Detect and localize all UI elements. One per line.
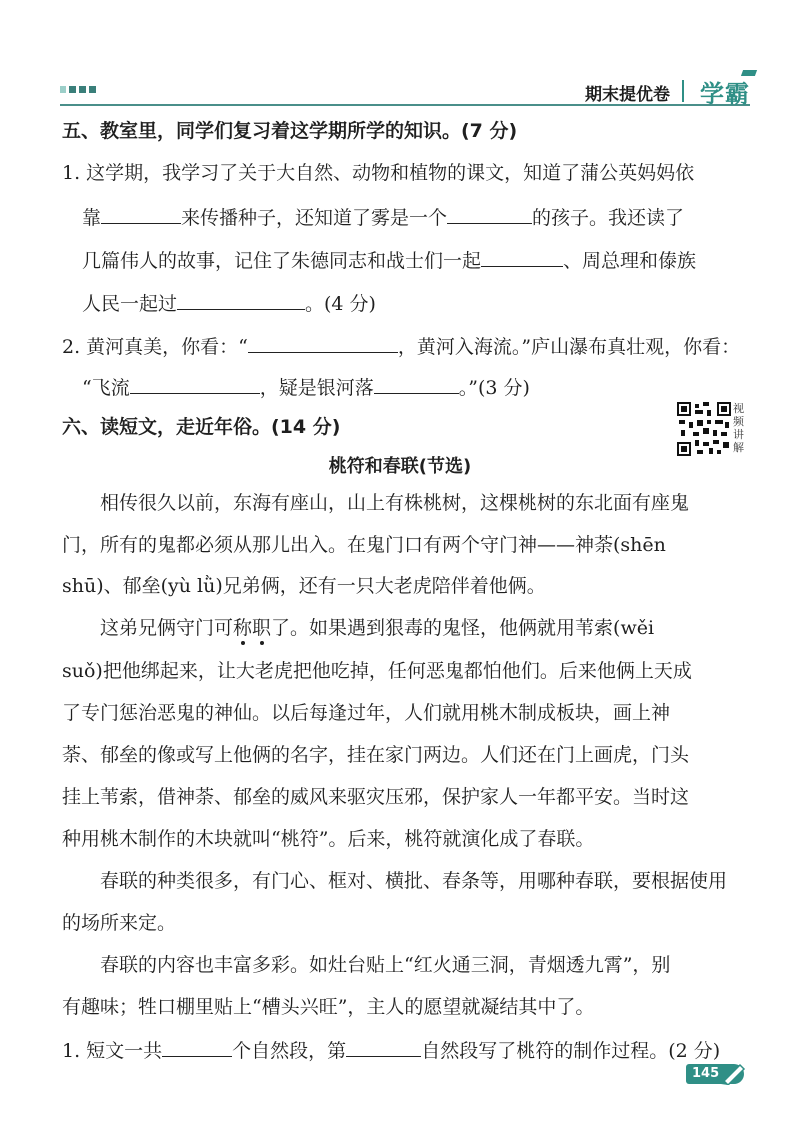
page-number: 145 (686, 1064, 744, 1084)
emphasis-char: 职 (252, 617, 272, 639)
answer-blank[interactable] (481, 246, 563, 267)
paragraph-line: 这弟兄俩守门可称职了。如果遇到狠毒的鬼怪，他俩就用苇索(wěi (100, 617, 655, 639)
graduation-cap-icon (741, 70, 757, 76)
passage-title: 桃符和春联(节选) (328, 456, 472, 477)
answer-blank[interactable] (162, 1036, 232, 1057)
paragraph-line: 种用桃木制作的木块就叫“桃符”。后来，桃符就演化成了春联。 (62, 828, 595, 850)
page-header (60, 76, 750, 106)
answer-blank[interactable] (177, 289, 305, 310)
qr-label: 视频讲解 (733, 402, 744, 454)
answer-blank[interactable] (374, 373, 459, 394)
section5-heading: 五、教室里，同学们复习着这学期所学的知识。(7 分) (62, 120, 518, 142)
header-decoration (60, 86, 96, 93)
q2-line1: 2. 黄河真美，你看：“ ，黄河入海流。”庐山瀑布真壮观，你看： (62, 332, 752, 361)
answer-blank[interactable] (346, 1036, 421, 1057)
brand-logo: 学霸 (700, 80, 750, 108)
paragraph-line: 有趣味；牲口棚里贴上“槽头兴旺”，主人的愿望就凝结其中了。 (62, 996, 595, 1018)
paragraph-line: 挂上苇索，借神荼、郁垒的威风来驱灾压邪，保护家人一年都平安。当时这 (62, 786, 690, 808)
q1-line4: 人民一起过 。(4 分) (82, 289, 772, 318)
q1-line3: 几篇伟人的故事，记住了朱德同志和战士们一起 、周总理和傣族 (82, 246, 772, 275)
section6-heading: 六、读短文，走近年俗。(14 分) (62, 416, 341, 438)
q2-line2: “飞流 ，疑是银河落 。”(3 分) (82, 373, 772, 402)
answer-blank[interactable] (101, 203, 181, 224)
paragraph-line: shū)、郁垒(yù lǜ)兄弟俩，还有一只大老虎陪伴着他俩。 (62, 575, 546, 597)
answer-blank[interactable] (248, 332, 398, 353)
pencil-icon (718, 1061, 746, 1085)
paragraph-line: 春联的内容也丰富多彩。如灶台贴上“红火通三洞，青烟透九霄”，别 (100, 954, 671, 976)
question-6-1: 1. 短文一共 个自然段，第 自然段写了桃符的制作过程。(2 分) (62, 1036, 752, 1065)
paragraph-line: 相传很久以前，东海有座山，山上有株桃树，这棵桃树的东北面有座鬼 (100, 492, 690, 514)
paragraph-line: 门，所有的鬼都必须从那儿出入。在鬼门口有两个守门神——神荼(shēn (62, 534, 666, 556)
header-title: 期末提优卷 (585, 85, 670, 105)
q1-line1: 1. 这学期，我学习了关于大自然、动物和植物的课文，知道了蒲公英妈妈依 (62, 162, 695, 184)
paragraph-line: 的场所来定。 (62, 912, 177, 934)
paragraph-line: suǒ)把他绑起来，让大老虎把他吃掉，任何恶鬼都怕他们。后来他俩上天成 (62, 660, 692, 682)
qr-code-icon[interactable] (677, 402, 731, 456)
paragraph-line: 春联的种类很多，有门心、框对、横批、春条等，用哪种春联，要根据使用 (100, 870, 728, 892)
paragraph-line: 了专门惩治恶鬼的神仙。以后每逢过年，人们就用桃木制成板块，画上神 (62, 702, 671, 724)
emphasis-char: 称 (233, 617, 253, 639)
answer-blank[interactable] (130, 373, 260, 394)
answer-blank[interactable] (447, 203, 532, 224)
q1-line2: 靠 来传播种子，还知道了雾是一个 的孩子。我还读了 (82, 203, 772, 232)
paragraph-line: 荼、郁垒的像或写上他俩的名字，挂在家门两边。人们还在门上画虎，门头 (62, 744, 690, 766)
